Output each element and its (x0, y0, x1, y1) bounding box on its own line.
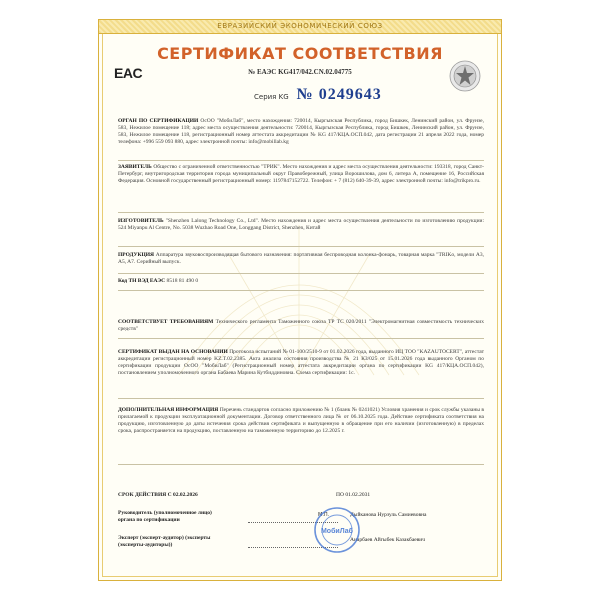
series-number: № 0249643 (296, 86, 382, 103)
product-label: ПРОДУКЦИЯ (118, 252, 155, 258)
valid-to: ПО 01.02.2031 (336, 492, 371, 498)
divider (118, 160, 484, 161)
series-block (254, 86, 382, 104)
organ-label: ОРГАН ПО СЕРТИФИКАЦИИ (118, 118, 199, 124)
head-name: Дыйканова Нурзуль Самиевовна (350, 512, 427, 518)
valid-from: СРОК ДЕЙСТВИЯ С 02.02.2026 (118, 492, 198, 498)
expert-signature-row (118, 535, 484, 557)
additional-label: ДОПОЛНИТЕЛЬНАЯ ИНФОРМАЦИЯ (118, 407, 219, 413)
series-label: Серия KG (254, 93, 289, 101)
divider (118, 398, 484, 399)
official-stamp-icon (312, 505, 362, 555)
section-tnved (118, 278, 484, 285)
stamp-text: МобиЛаб (320, 528, 354, 535)
section-product (118, 252, 484, 266)
certificate-page (98, 19, 502, 581)
section-conformity (118, 319, 484, 333)
divider (118, 464, 484, 465)
head-signature-row (118, 510, 484, 532)
certificate-number: № ЕАЭС KG417/042.CN.02.04775 (248, 68, 352, 76)
basis-text: Протокола испытаний № 01-100/2510-9 от 01.02.2026 года, выданного ИЦ ТОО "KAZAUTOCERT", аттестат аккредитации регистрационный номер KZ.T.02.2385. Акта анализа состояния производства № 21 КЗ/025 от 15.01.2026 года выданного Органом по сертификации продукции ОсОО "МобиЛаб" (Регистрационный номер аттестата аккредитации органа по сертификации KG 417/КЦА.ОСП.042), постановлением уполномоченного органа Бабаева Марина Кутбиддиновна. Схема сертификации: 1с. (118, 349, 485, 376)
section-basis (118, 349, 484, 377)
section-additional (118, 407, 484, 435)
manufacturer-text: "Shenzhen Lalong Technology Co., Ltd". Место нахождения и адрес места осуществления деятельности по изготовлению продукции: 524 Miyanpu Al Centre, No. 5038 Wuzhao Road One, Longgang District, Shenzhen, Китай (118, 218, 485, 231)
expert-name: Анарбаев Айгыбек Казакбаевич (350, 537, 426, 543)
conformity-text: Технического регламента Таможенного союза ТР ТС 020/2011 "Электромагнитная совместимость технических средств" (118, 319, 484, 332)
applicant-text: Общество с ограниченной ответственностью "ТРИК". Место нахождения и адрес места осуществления деятельности: 193318, город Санкт-Петербург, внутригородская территория города муниципальный округ Правобережный, улица Ворошилова, дом 6, литера А, помещение 16, Российская Федерация. Основной государственный регистрационный номер: 1197847152722. Телефон: + 7 (812) 640-39-39, адрес электронной почты: info@trikpro.ru. (118, 164, 484, 184)
basis-label: СЕРТИФИКАТ ВЫДАН НА ОСНОВАНИИ (118, 349, 228, 355)
applicant-label: ЗАЯВИТЕЛЬ (118, 164, 152, 170)
validity-row (118, 492, 484, 500)
divider (118, 338, 484, 339)
seal-place-label: М.П. (318, 512, 330, 518)
tnved-label: Код ТН ВЭД ЕАЭС (118, 278, 166, 284)
product-text: Аппаратура звуковоспроизводящая бытового назначения: портативная беспроводная колонка-фонарь, товарная марка "TRIKo, модели A3, A5, A7. Серийный выпуск. (118, 252, 485, 265)
tnved-text: 8518 81 490 0 (166, 278, 199, 284)
certificate-title: СЕРТИФИКАТ СООТВЕТСТВИЯ (157, 44, 443, 63)
additional-text: Перечень стандартов согласно приложению № 1 (бланк № 0241021) Условия хранения и срок службы указаны в прилагаемой к продукции эксплуатационной документации. Договор ответственного лица № от 06.10.2025 года. Действие сертификата соответствия на продукцию, изготовленную до даты истечения срока действия сертификата и выпущенную в обращение при его наличии (изготовленную) в пределах срока, распространяется на продукцию, поставленную на таможенную территорию до 12.2025 г. (118, 407, 484, 434)
divider (118, 273, 484, 274)
eac-mark: EAC (114, 65, 143, 81)
divider (118, 212, 484, 213)
manufacturer-label: ИЗГОТОВИТЕЛЬ (118, 218, 164, 224)
divider (118, 290, 484, 291)
conformity-label: СООТВЕТСТВУЕТ ТРЕБОВАНИЯМ (118, 319, 214, 325)
section-applicant (118, 164, 484, 185)
head-label: Руководитель (уполномоченное лицо) органа по сертификации (118, 510, 212, 523)
hologram-emblem-icon (449, 60, 481, 92)
expert-label: Эксперт (эксперт-аудитор) (эксперты (эксперты-аудиторы)) (118, 535, 211, 548)
organ-text: ОсОО "МобиЛаб", место нахождения: 720014, Кыргызская Республика, город Бишкек, Ленинский район, ул. Фрунзе, 583, Нежилое помещение 118; адрес места осуществления деятельности: 720014, Кыргызская Республика, город Бишкек, Ленинский район, ул. Фрунзе, 583, Нежилое помещение 118, регистрационный номер аттестата аккредитации № KG 417/КЦА.ОСП.042, дата регистрации 21 апреля 2022 года, номер телефона: +996 559 093 880, адрес электронной почты: info@mobillab.kg (118, 118, 484, 145)
union-banner: ЕВРАЗИЙСКИЙ ЭКОНОМИЧЕСКИЙ СОЮЗ (99, 20, 501, 34)
divider (118, 246, 484, 247)
section-manufacturer (118, 218, 484, 232)
section-organ (118, 118, 484, 146)
